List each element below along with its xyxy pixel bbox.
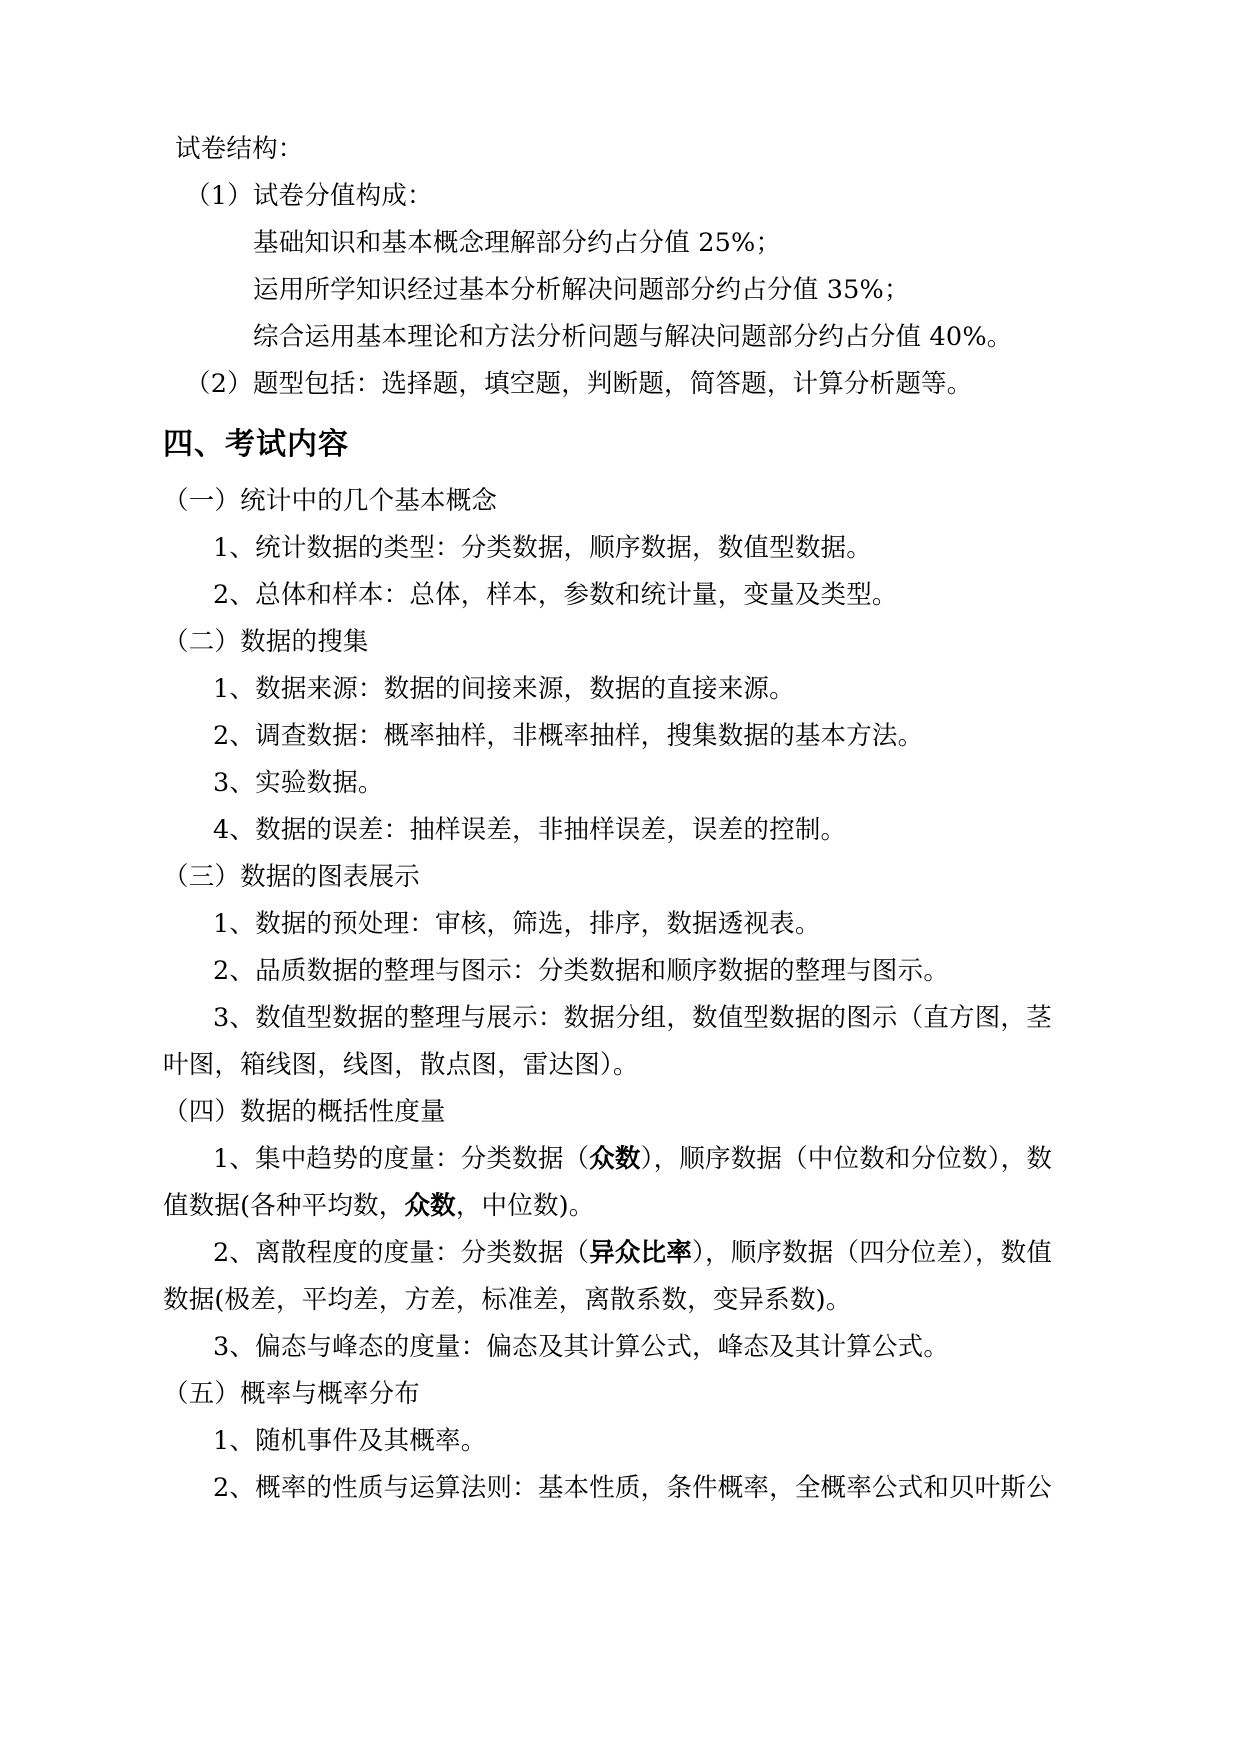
- section-title-2: （二）数据的搜集: [163, 627, 369, 657]
- section-1-item-1: 1、统计数据的类型：分类数据，顺序数据，数值型数据。: [213, 533, 872, 563]
- section-4-item-1-line1-a: 1、集中趋势的度量：分类数据（: [213, 1144, 590, 1174]
- intro-bullet-1: 基础知识和基本概念理解部分约占分值 25%；: [253, 228, 782, 258]
- section-4-item-2-emphasis-1: 异众比率: [589, 1238, 693, 1268]
- section-4-item-1-line1-b: ），顺序数据（中位数和分位数），数: [640, 1144, 1053, 1174]
- intro-item1-label: （1）试卷分值构成：: [185, 181, 433, 211]
- section-5-item-2: 2、概率的性质与运算法则：基本性质，条件概率，全概率公式和贝叶斯公: [213, 1473, 1052, 1503]
- section-title-5: （五）概率与概率分布: [163, 1379, 421, 1409]
- section-title-3: （三）数据的图表展示: [163, 862, 421, 892]
- section-2-item-4: 4、数据的误差：抽样误差，非抽样误差，误差的控制。: [213, 815, 847, 845]
- section-2-item-1: 1、数据来源：数据的间接来源，数据的直接来源。: [213, 674, 795, 704]
- section-4-item-1-emphasis-2: 众数: [404, 1191, 456, 1221]
- section-5-item-1: 1、随机事件及其概率。: [213, 1426, 487, 1456]
- section-4-item-2-line2: [163, 1277, 1093, 1324]
- section-title-4: （四）数据的概括性度量: [163, 1097, 446, 1127]
- intro-bullet-3: 综合运用基本理论和方法分析问题与解决问题部分约占分值 40%。: [253, 322, 1013, 352]
- section-4-item-1-emphasis-1: 众数: [589, 1144, 641, 1174]
- intro-title: 试卷结构：: [175, 134, 304, 164]
- document-content: [163, 126, 1093, 1512]
- section-2-item-3: 3、实验数据。: [213, 768, 384, 798]
- section-2-item-2: 2、调查数据：概率抽样，非概率抽样，搜集数据的基本方法。: [213, 721, 924, 751]
- section-3-item-2: 2、品质数据的整理与图示：分类数据和顺序数据的整理与图示。: [213, 956, 950, 986]
- section-3-item-3-line1: 3、数值型数据的整理与展示：数据分组，数值型数据的图示（直方图，茎: [213, 1003, 1052, 1033]
- section-4-item-3: 3、偏态与峰态的度量：偏态及其计算公式，峰态及其计算公式。: [213, 1332, 950, 1362]
- intro-bullet-2: 运用所学知识经过基本分析解决问题部分约占分值 35%；: [253, 275, 910, 305]
- section-4-item-2-line1-b: ），顺序数据（四分位差），数值: [692, 1238, 1053, 1268]
- page-section-heading: 四、考试内容: [163, 427, 349, 462]
- section-4-item-2-line1: [163, 1230, 1093, 1277]
- section-4-item-1-line1: [163, 1136, 1093, 1183]
- section-3-item-1: 1、数据的预处理：审核，筛选，排序，数据透视表。: [213, 909, 821, 939]
- section-4-item-2-line2-a: 数据(极差，平均差，方差，标准差，离散系数，变异系数)。: [163, 1285, 852, 1315]
- section-4-item-1-line2: [163, 1183, 1093, 1230]
- section-4-item-2-line1-a: 2、离散程度的度量：分类数据（: [213, 1238, 590, 1268]
- section-4-item-1-line2-a: 值数据(各种平均数，: [163, 1191, 405, 1221]
- intro-item2-label: （2）题型包括：选择题，填空题，判断题，简答题，计算分析题等。: [185, 369, 973, 399]
- section-title-1: （一）统计中的几个基本概念: [163, 486, 498, 516]
- section-4-item-1-line2-b: ，中位数)。: [455, 1191, 595, 1221]
- section-3-item-3-line2: 叶图，箱线图，线图，散点图，雷达图）。: [163, 1050, 639, 1080]
- section-1-item-2: 2、总体和样本：总体，样本，参数和统计量，变量及类型。: [213, 580, 898, 610]
